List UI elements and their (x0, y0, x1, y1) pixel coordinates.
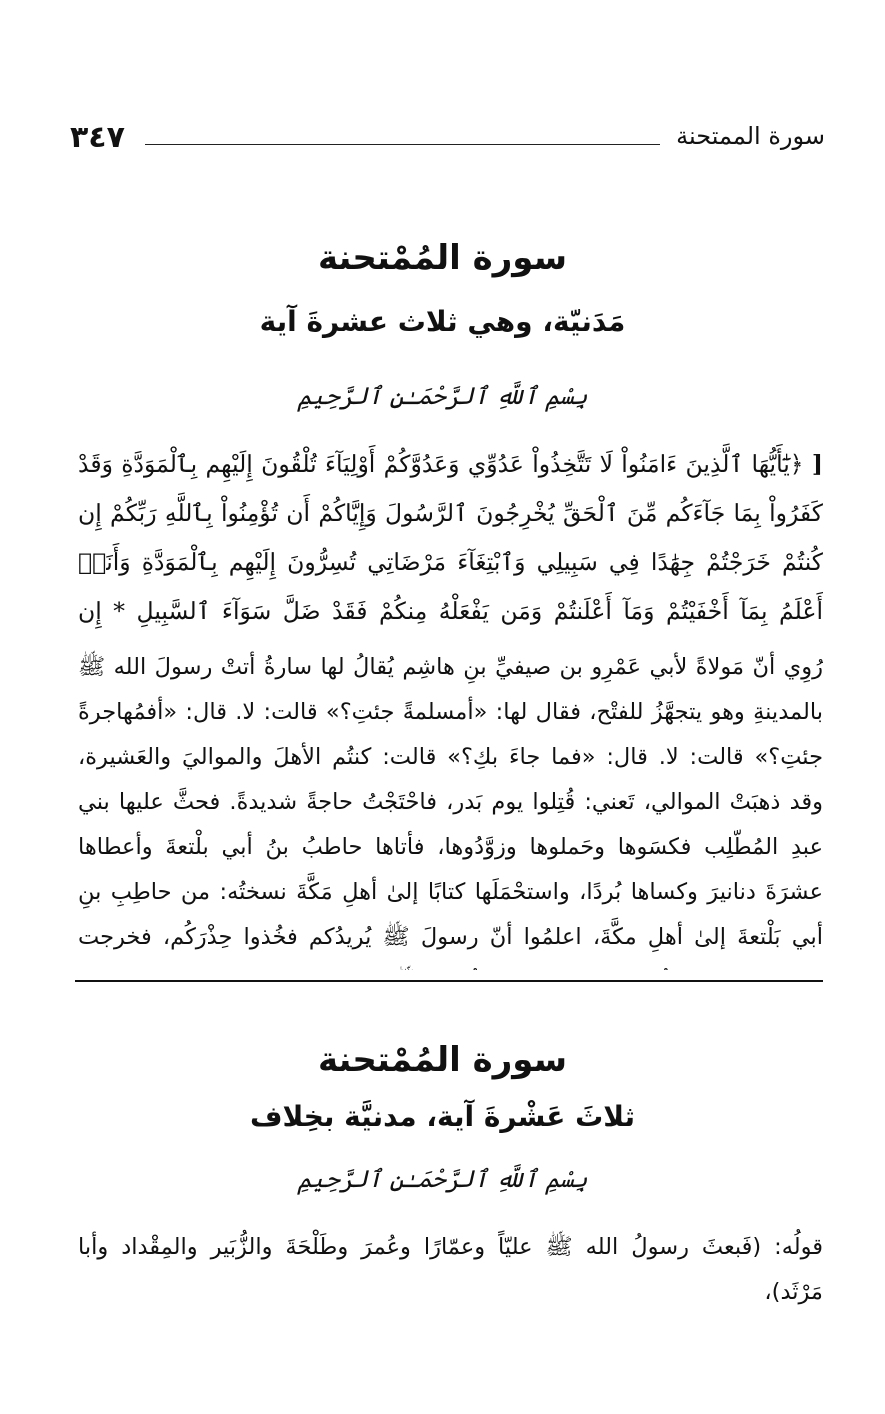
tafsir-commentary: رُوِي أنّ مَولاةً لأبي عَمْرِو بن صيفيِّ بنِ هاشِم يُقالُ لها سارةُ أتتْ رسولَ الله ﷺ بالمدينةِ وهو يتجهَّزُ للفتْح، فقال لها: «أمسلمةً جئتِ؟» قالت: لا. قال: «أفمُهاجرةً جئتِ؟» قالت: لا. قال: «فما جاءَ بكِ؟» قالت: كنتُم الأهلَ والمواليَ والعَشيرة، وقد ذهبَتْ الموالي، تَعني: قُتِلوا يوم بَدر، فاحْتَجْتُ حاجةً شديدةً. فحثَّ عليها بني عبدِ المُطّلِب فكسَوها وحَملوها وزوَّدُوها، فأتاها حاطبُ بنُ أبي بلْتعةَ وأعطاها عشرَةَ دنانيرَ وكساها بُردًا، واستحْمَلَها كتابًا إلىٰ أهلِ مَكَّةَ نسختُه: من حاطِبِ بنِ أبي بَلْتعةَ إلىٰ أهلِ مكَّةَ، اعلمُوا أنّ رسولَ ﷺ يُريدُكم فخُذوا حِذْرَكُم، فخرجت (78, 654, 823, 950)
running-header (70, 120, 825, 160)
quran-verses (78, 440, 823, 635)
section-divider (75, 980, 823, 982)
hashiya-commentary: قولُه: (فَبعثَ رسولُ الله ﷺ عليّاً وعمّارًا وعُمرَ وطَلْحَةَ والزُّبَير والمِقْداد وأبا مَرْثَد)، (78, 1234, 823, 1305)
verse-text: ﴿يَٰٓأَيُّهَا ٱلَّذِينَ ءَامَنُواْ لَا تَتَّخِذُواْ عَدُوِّي وَعَدُوَّكُمْ أَوْلِيَآءَ تُلْقُونَ إِلَيْهِم بِٱلْمَوَدَّةِ وَقَدْ كَفَرُواْ بِمَا جَآءَكُم مِّنَ ٱلْحَقِّ يُخْرِجُونَ ٱلرَّسُولَ وَإِيَّاكُمْ أَن تُؤْمِنُواْ بِٱللَّهِ رَبِّكُمْ إِن كُنتُمْ خَرَجْتُمْ جِهَٰدًا فِي سَبِيلِي وَٱبْتِغَآءَ مَرْضَاتِي تُسِرُّونَ إِلَيْهِم بِٱلْمَوَدَّةِ وَأَنَا۠ أَعْلَمُ بِمَآ أَخْفَيْتُمْ وَمَآ أَعْلَنتُمْ وَمَن يَفْعَلْهُ مِنكُمْ فَقَدْ ضَلَّ سَوَآءَ ٱلسَّبِيلِ * إِن (78, 450, 823, 625)
surah-subtitle: مَدَنيّة، وهي ثلاث عشرةَ آية (259, 305, 626, 338)
surah-title: سورة المُمْتحنة (317, 238, 568, 278)
header-rule (145, 144, 660, 145)
surah-subtitle-commentary: ثلاثَ عَشْرةَ آية، مدنيَّة بخِلاف (249, 1100, 636, 1133)
verse-open-bracket: [ (811, 450, 823, 478)
page-number: ٣٤٧ (70, 120, 125, 155)
basmala: بِسْمِ ٱللَّهِ ٱلرَّحْمَـٰنِ ٱلرَّحِيمِ (297, 382, 588, 410)
surah-title-commentary: سورة المُمْتحنة (317, 1040, 568, 1080)
basmala-commentary: بِسْمِ ٱللَّهِ ٱلرَّحْمَـٰنِ ٱلرَّحِيمِ (297, 1165, 588, 1193)
running-title: سورة الممتحنة (676, 122, 825, 150)
